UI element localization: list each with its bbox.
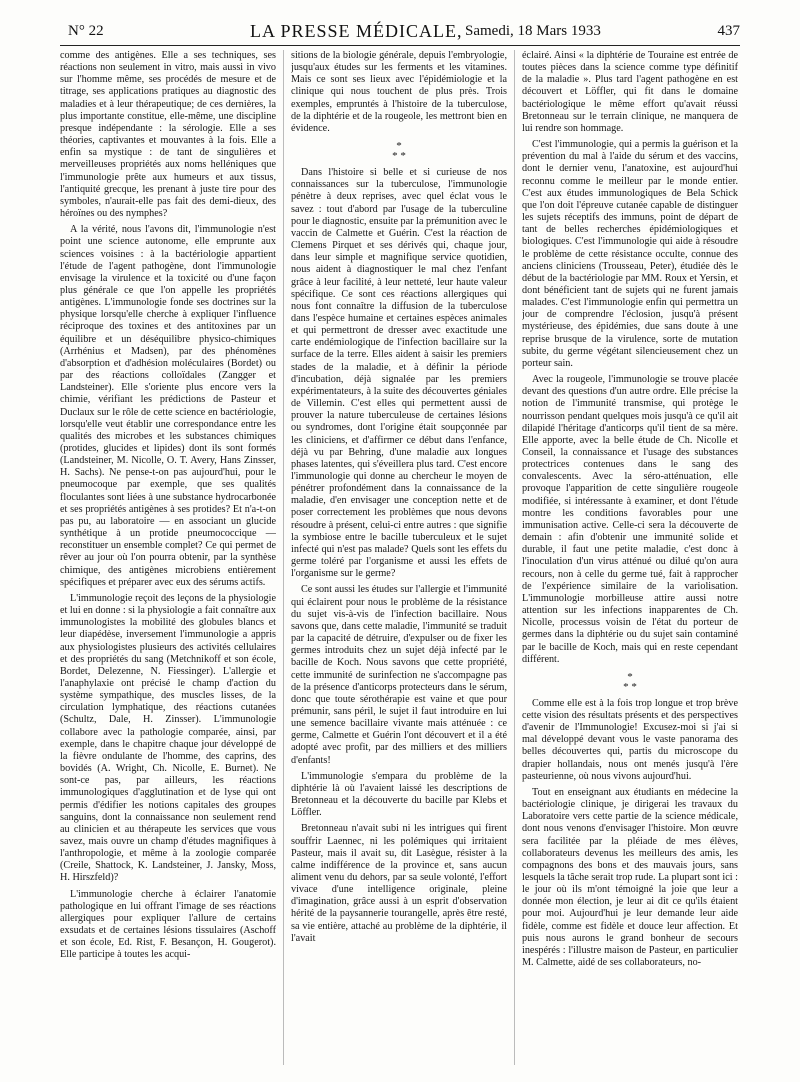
paragraph: sitions de la biologie générale, depuis l'embryologie, jusqu'aux études sur les ferments et les vitamines. Mais ce sont ses lieux avec l'épidémiologie et la clinique qui nous touchent de plus près. Trois exemples, empruntés à l'histoire de la tuberculose, de la diphtérie et de la rougeole, les mettront bien en évidence. (291, 50, 507, 134)
separator-star: * (396, 140, 402, 153)
paragraph: L'immunologie cherche à éclairer l'anatomie pathologique en lui offrant l'image de ses réactions allergiques pour expliquer l'allure de certains exsudats et de certaines lésions tissulaires (Aschoff et son école, Ed. Rist, F. Besançon, H. Gougerot). Elle participe à toutes les acqui- (60, 888, 276, 961)
paragraph: L'immunologie s'empara du problème de la diphtérie là où l'avaient laissé les descriptions de Bretonneau et la découverte du bacille par Klebs et Löffler. (291, 770, 507, 819)
journal-title: LA PRESSE MÉDICALE, (250, 21, 463, 41)
paragraph: Comme elle est à la fois trop longue et trop brève cette vision des résultats présents et des perspectives d'avenir de l'Immunologie! Excusez-moi si j'ai si mal développé devant vous le vaste panorama des belles découvertes qui, partis du microscope du drapier hollandais, nous ont menés jusqu'à l'ère pasteurienne, où nous vivons aujourd'hui. (522, 697, 738, 782)
paragraph: Avec la rougeole, l'immunologie se trouve placée devant des questions d'un autre ordre. Elle précise la notion de l'immunité transmise, qui protège le nourrisson pendant quelques mois jusqu'à ce qu'il ait dilapidé l'héritage d'anticorps qu'il tient de sa mère. Elle apporte, avec la belle étude de Ch. Nicolle et Conseil, la connaissance et l'usage des substances protectrices contenues dans le sang des convalescents. Avec la séro-atténuation, elle provoque l'apparition de cette singulière rougeole modifiée, si intéressante à examiner, et dont l'étude montre les conditions favorables pour une immunisation active. Celle-ci sera la découverte de demain : afin d'obtenir une immunité solide et durable, il faut une petite maladie, c'est donc à l'inoculation d'un virus atténué ou dilué qu'on aura recours, non à celle du germe tué, fait à rapprocher de l'expérience similaire de la variolisation. L'immunologie morbilleuse attire aussi notre attention sur les infections inapparentes de Ch. Nicolle, processus voisin de l'état du porteur de germes dans la diphtérie ou du sujet sain contaminé par le bacille de Koch, mais qui en reste cependant différent. (522, 374, 738, 665)
text-column-1 (60, 50, 276, 1060)
issue-date: Samedi, 18 Mars 1933 (465, 23, 601, 39)
page-header (60, 18, 740, 44)
paragraph: A la vérité, nous l'avons dit, l'immunologie n'est point une science autonome, elle emprunte aux sciences voisines : à la bactériologie appartient l'étude de l'agent pathogène, dont l'immunologie envisage la virulence et la toxicité ou d'une façon plus générale ce que l'on appelle les propriétés antigènes. L'immunologie fonde ses doctrines sur la physique lorsqu'elle cherche à expliquer l'influence réciproque des toxines et des antitoxines par un équilibre et un déséquilibre physico-chimiques (Arrhénius et Madsen), par des phénomènes d'absorption et d'adhésion moléculaires (Bordet) ou par des réactions colloïdales (Zangger et Landsteiner). Elle s'oriente plus encore vers la chimie, vérifiant les prédictions de Pasteur et Duclaux sur le rôle de cette science en bactériologie, lorsqu'elle veut établir une correspondance entre les qualités des microbes et les substances chimiques (protides, glucides et lipides) dont ils sont formés (Landsteiner, M. Nicolle, O. T. Avery, Hans Zinsser, H. Sachs). Ne pense-t-on pas aujourd'hui, pour le pneumocoque par exemple, que ses qualités floculantes sont liées à une substance hydrocarbonée et ses propriétés antigènes à ses protides? Et n'a-t-on pas pu, au laboratoire — en associant un glucide synthétique à un protide pneumococcique — reconstituer un ensemble complet? Ce qui permet de rêver au jour où l'on pourra obtenir, par la synthèse chimique, des antigènes microbiens entièrement spécifiques et préparer avec eux des sérums actifs. (60, 224, 276, 588)
paragraph: Bretonneau n'avait subi ni les intrigues qui firent souffrir Laennec, ni les polémiques qui irritaient Pasteur, mais il avait su, dit Lasègue, résister à la calme indifférence de la province et, sans aucun aliment venu du dehors, par sa seule volonté, l'effort vivace d'une intelligence originale, pleine d'imagination, grâce aussi à un esprit d'observation hérité de la paysannerie tourangelle, après être resté, sa vie entière, attaché au problème de la diphtérie, il l'avait (291, 823, 507, 944)
separator-stars: * * (623, 680, 637, 693)
text-column-3 (522, 50, 738, 1060)
separator-star: * (627, 670, 633, 683)
paragraph: C'est l'immunologie, qui a permis la guérison et la prévention du mal à l'aide du sérum et des vaccins, dont le dernier venu, l'anatoxine, est aujourd'hui reconnu comme le meilleur par le monde entier. C'est aux études immunologiques de Bela Schick que l'on doit l'épreuve cutanée capable de distinguer les sujets réceptifs des immuns, point de départ de tant de belles recherches épidémiologiques et biologiques. C'est l'immunologie qui aide à résoudre le problème de cette résistance occulte, connue des anciens cliniciens (Trousseau, Peter), étudiée dès le début de la bactériologie par MM. Roux et Yersin, et dont bénéficient tant de sujets qui ne furent jamais malades. C'est l'immunologie enfin qui permettra un jour de comprendre l'éclosion, jusqu'à présent mystérieuse, des épidémies, due sans doute à une reprise brusque de la virulence, sorte de mutation subite, du germe végétant silencieusement chez un porteur sain. (522, 139, 738, 369)
issue-number: N° 22 (68, 23, 104, 39)
column-divider (514, 50, 515, 1065)
page-number: 437 (717, 23, 740, 39)
column-divider (283, 50, 284, 1065)
paragraph: comme des antigènes. Elle a ses techniques, ses réactions non seulement in vitro, mais aussi in vivo sur l'homme même, ses procédés de mesure et de titrage, ses applications pratiques au diagnostic des maladies et à leur thérapeutique; de ces dernières, la plus importante constitue, elle-même, une discipline presque indépendante : la sérologie. Elle a ses théories, captivantes et mouvantes à la fois. Elle a enfin sa mystique : de tant de singulières et merveilleuses propriétés aux noms helléniques que l'immunologie prête aux humeurs et aux tissus, l'antiquité grecque, les prenant à juste tire pour des symboles, n'aurait-elle pas fait des demi-dieux, des héroïnes ou des nymphes? (60, 50, 276, 220)
paragraph: L'immunologie reçoit des leçons de la physiologie et lui en donne : si la physiologie a fait connaître aux immunologistes la mobilité des globules blancs et leur diapédèse, inversement l'immunologie a appris aux physiologistes plusieurs des activités cellulaires et des propriétés du sang (Metchnikoff et son école, Bordet, Delezenne, N. Fiessinger). L'allergie et l'anaphylaxie ont précisé le champ d'action du système sympathique, des muscles lisses, de la circulation lymphatique, des réactions cutanées (Schultz, Dale, H. Zinsser). L'immunologie collabore avec la pathologie comparée, ainsi, par exemple, dans le chapitre chaque jour développé de la fièvre ondulante de l'homme, des caprins, des bovidés (A. Wright, Ch. Nicolle, E. Burnet). Ne sont-ce pas, par ailleurs, les réactions immunologiques d'agglutination et de lyse qui ont permis d'édifier les notions capitales des groupes sanguins, dont la connaissance non seulement rend au clinicien et au thérapeute les services que vous savez, mais ouvre un champ d'études magnifiques à l'anthropologie, et même à la zoologie comparée (Creile, Shattock, K. Landsteiner, J. Jansky, Moss, H. Hirszfeld)? (60, 592, 276, 884)
paragraph: Dans l'histoire si belle et si curieuse de nos connaissances sur la tuberculose, l'immunologie pénètre à deux reprises, avec quel éclat vous le savez : tout d'abord par l'usage de la tuberculine pour le diagnostic, ensuite par la prémunition avec le vaccin de Calmette et Guérin. C'est la réaction de Clemens Pirquet et ses dérivés qui, chaque jour, dans leur simple et magnifique service quotidien, nous aident à diagnostiquer le mal chez l'enfant grâce à leur facilité, à leur netteté, leur haute valeur spécifique. Ce sont ces réactions allergiques qui nous font connaître la diffusion de la tuberculose dans l'espèce humaine et certaines espèces animales et qui permettront de dresser avec exactitude une carte endémiologique de l'infection bacillaire sur la surface de la terre. Elles aident à saisir les premiers stades de la maladie, et à définir la période d'incubation, déjà signalée par les premiers expérimentateurs, à la suite des découvertes géniales de Villemin. C'est elles qui permettent aussi de prouver la nature tuberculeuse de certaines lésions ou syndromes, dont l'origine était soupçonnée par les cliniciens, et d'affirmer ce début dans l'enfance, déjà vu par Behring, d'une maladie aux longues phases latentes, qui s'éveillera plus tard. C'est encore l'immunologie qui donne au chercheur le moyen de pénétrer profondément dans la connaissance de la maladie, d'en envisager une conception nette et de poser correctement les problèmes que nous devons résoudre à présent, celui-ci entre autres : que signifie la symbiose entre le bacille tuberculeux et le sujet infecté qui n'est pas malade? Quels sont les effets du germe toléré par l'organisme et aussi les effets de l'organisme sur le germe? (291, 167, 507, 580)
section-separator (522, 672, 738, 692)
paragraph: éclairé. Ainsi « la diphtérie de Touraine est entrée de toutes pièces dans la science comme type définitif de la maladie ». Plus tard l'agent pathogène en est découvert et Löffler, qui fit dans le domaine bactériologique le même effort qu'avait réussi Bretonneau sur le terrain clinique, ne manquera de lui rendre son hommage. (522, 50, 738, 134)
separator-stars: * * (392, 150, 406, 163)
paragraph: Ce sont aussi les études sur l'allergie et l'immunité qui éclairent pour nous le problème de la résistance du sujet vis-à-vis de l'infection bacillaire. Nous savons que, dans cette maladie, l'immunité se traduit par la capacité de détruire, d'expulser ou de fixer les germes introduits chez un sujet déjà infecté par le bacille de Koch. Nous savons que cette propriété, cette immunité de surinfection ne s'accompagne pas de la présence d'anticorps protecteurs dans le sérum, donc que toute sérothérapie est vaine et que pour prémunir, sans péril, le sujet il faut introduire en lui une semence bacillaire vivante mais atténuée : ce germe, Calmette et Guérin l'ont découvert et il a été adopté avec profit, par des milliers et des milliers d'enfants! (291, 584, 507, 766)
section-separator (291, 141, 507, 161)
text-column-2 (291, 50, 507, 1060)
paragraph: Tout en enseignant aux étudiants en médecine la bactériologie clinique, je dirigerai les travaux du Laboratoire vers cette partie de la science médicale, dont nous venons d'envisager l'histoire. Mon œuvre sera facilitée par la pléiade de mes élèves, collaborateurs devenus les meilleurs des amis, les compagnons des bons et des mauvais jours, sans lesquels la tâche serait trop rude. La plupart sont ici : le jour où ils m'ont témoigné la joie que leur a donnée mon élection, je leur ai dit ce qu'ils étaient pour moi. Aujourd'hui je leur demande leur aide fidèle, comme est fidèle et douce leur affection. Et puis nous aurons le grand bonheur de secours inespérés : l'illustre maison de Pasteur, en particulier M. Calmette, aidé de ses collaborateurs, no- (522, 786, 738, 969)
header-rule (60, 45, 740, 46)
